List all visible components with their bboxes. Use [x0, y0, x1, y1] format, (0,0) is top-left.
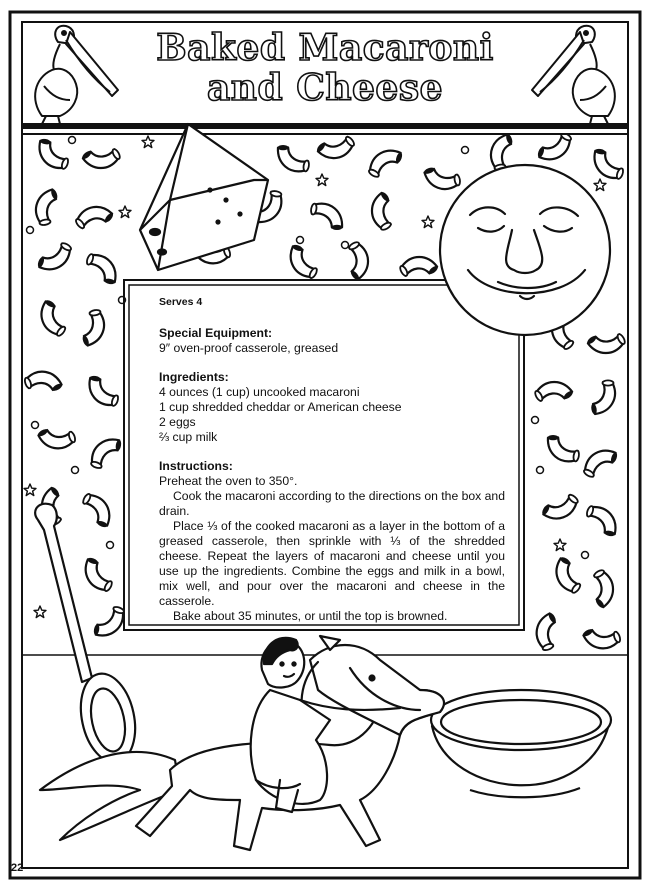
ingredient-item: ⅔ cup milk — [159, 430, 218, 444]
pelican-left-icon — [35, 26, 118, 124]
bowl-icon — [431, 690, 611, 797]
equipment-item: 9″ oven-proof casserole, greased — [159, 341, 339, 355]
instruction-step: Cook the macaroni according to the directions on the box and drain. — [159, 489, 505, 518]
title-line-2: and Cheese — [206, 67, 443, 109]
instructions-heading: Instructions: — [159, 459, 233, 473]
ingredient-item: 1 cup shredded cheddar or American cheese — [159, 400, 402, 414]
title-line-1: Baked Macaroni — [156, 27, 494, 69]
page-number: 22 — [11, 862, 24, 874]
ingredients-heading: Ingredients: — [159, 370, 229, 384]
equipment-heading: Special Equipment: — [159, 326, 273, 340]
recipe-box — [129, 285, 519, 625]
cheese-wedge-icon — [140, 124, 268, 270]
serves-label: Serves 4 — [159, 296, 203, 308]
instruction-step: Preheat the oven to 350°. — [159, 474, 298, 488]
pelican-right-icon — [532, 26, 615, 124]
instruction-step: Bake about 35 minutes, or until the top is browned. — [173, 609, 448, 623]
ingredient-item: 4 ounces (1 cup) uncooked macaroni — [159, 385, 360, 399]
ingredient-item: 2 eggs — [159, 415, 196, 429]
instruction-step: Place ⅓ of the cooked macaroni as a layer in the bottom of a greased casserole, then sprinkle with ⅓ of the shredded cheese. Repeat the layers of macaroni and cheese until you use up the ingredients. Combine the eggs and milk in a bowl, mix well, and pour over the macaroni and cheese in the casserole. — [159, 519, 505, 608]
spoon-icon — [35, 504, 143, 768]
recipe-title — [120, 28, 530, 112]
